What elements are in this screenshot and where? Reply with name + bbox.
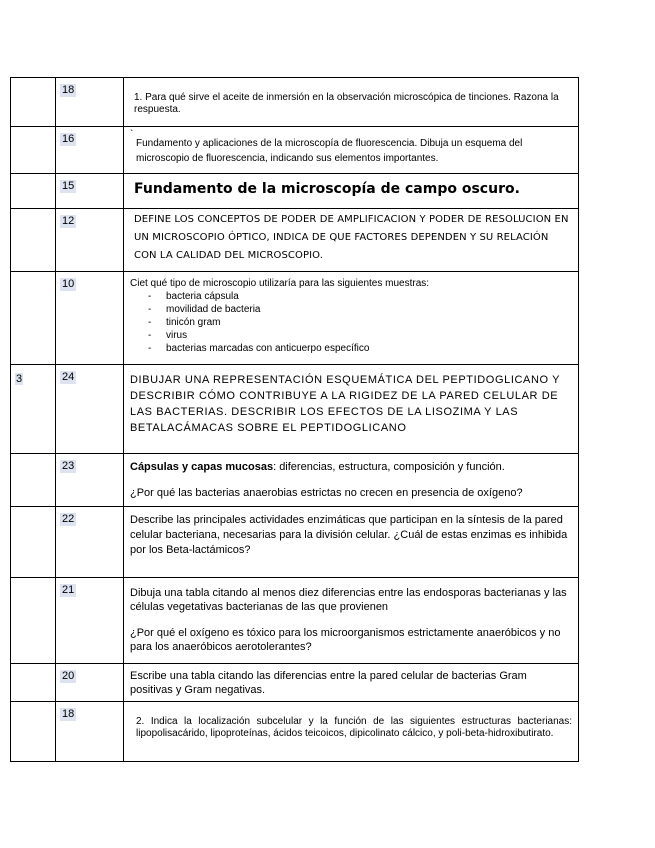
score: 18 bbox=[62, 708, 75, 720]
score-cell bbox=[56, 174, 124, 209]
question-text: Ciet qué tipo de microscopio utilizaría para las siguientes muestras: bbox=[130, 278, 430, 289]
unit-cell bbox=[11, 507, 56, 578]
table-row bbox=[11, 127, 579, 174]
table-row bbox=[11, 507, 579, 578]
question-cell bbox=[124, 272, 579, 365]
score: 16 bbox=[62, 133, 75, 145]
question-cell bbox=[124, 454, 579, 507]
question-cell bbox=[124, 127, 579, 174]
score: 20 bbox=[62, 670, 75, 682]
question-cell bbox=[124, 664, 579, 702]
stray-mark: ` bbox=[130, 129, 134, 140]
unit-cell bbox=[11, 365, 56, 454]
score-cell bbox=[56, 127, 124, 174]
score-cell bbox=[56, 507, 124, 578]
sample-list bbox=[130, 290, 572, 355]
question-text: Escribe una tabla citando las diferencias entre la pared celular de bacterias Gram positivas y Gram negativas. bbox=[130, 670, 527, 696]
score-cell bbox=[56, 78, 124, 127]
score-cell bbox=[56, 272, 124, 365]
table-row bbox=[11, 702, 579, 762]
question-text: Fundamento y aplicaciones de la microscopía de fluorescencia. Dibuja un esquema del microscopio de fluorescencia, indicando sus elementos importantes. bbox=[136, 138, 523, 164]
question-text: Describe las principales actividades enzimáticas que participan en la síntesis de la pared celular bacteriana, necesarias para la división celular. ¿Cuál de estas enzimas es inhibida por los Beta-lactámicos? bbox=[130, 514, 568, 556]
score-cell bbox=[56, 454, 124, 507]
list-item: - movilidad de bacteria bbox=[166, 303, 572, 316]
bold-term: Cápsulas y capas mucosas bbox=[130, 461, 274, 473]
question-cell bbox=[124, 365, 579, 454]
score-cell bbox=[56, 365, 124, 454]
list-item: - bacteria cápsula bbox=[166, 290, 572, 303]
question-cell bbox=[124, 702, 579, 762]
unit-cell bbox=[11, 664, 56, 702]
score: 21 bbox=[62, 584, 75, 596]
score-cell bbox=[56, 664, 124, 702]
list-item: - bacterias marcadas con anticuerpo específico bbox=[166, 342, 572, 355]
score: 18 bbox=[62, 84, 75, 96]
score: 15 bbox=[62, 180, 75, 192]
unit-cell bbox=[11, 272, 56, 365]
question-cell bbox=[124, 209, 579, 272]
question-cell bbox=[124, 507, 579, 578]
table-row bbox=[11, 578, 579, 664]
unit-cell bbox=[11, 578, 56, 664]
question-text: Dibuja una tabla citando al menos diez diferencias entre las endosporas bacterianas y las células vegetativas bacterianas de las que provienen bbox=[130, 587, 567, 613]
table-row bbox=[11, 209, 579, 272]
question-text: DIBUJAR UNA REPRESENTACIÓN ESQUEMÁTICA DEL PEPTIDOGLICANO Y DESCRIBIR CÓMO CONTRIBUYE A LA RIGIDEZ DE LA PARED CELULAR DE LAS BACTERIAS. DESCRIBIR LOS EFECTOS DE LA LISOZIMA Y LAS BETALACÁMACAS SOBRE EL PEPTIDOGLICANO bbox=[130, 374, 560, 434]
unit-cell bbox=[11, 78, 56, 127]
unit-cell bbox=[11, 174, 56, 209]
score: 22 bbox=[62, 513, 75, 525]
unit-cell bbox=[11, 702, 56, 762]
score-cell bbox=[56, 209, 124, 272]
list-item: - tinicón gram bbox=[166, 316, 572, 329]
score: 24 bbox=[62, 371, 75, 383]
score-cell bbox=[56, 578, 124, 664]
question-cell bbox=[124, 78, 579, 127]
table-row bbox=[11, 454, 579, 507]
table-row bbox=[11, 365, 579, 454]
unit-cell bbox=[11, 209, 56, 272]
question-text: Cápsulas y capas mucosas: diferencias, estructura, composición y función. bbox=[130, 461, 505, 473]
question-text-2: ¿Por qué el oxígeno es tóxico para los microorganismos estrictamente anaeróbicos y no para los anaeróbicos aerotolerantes? bbox=[130, 627, 561, 653]
question-text: 1. Para qué sirve el aceite de inmersión en la observación microscópica de tinciones. Razona la respuesta. bbox=[134, 92, 559, 115]
score-cell bbox=[56, 702, 124, 762]
question-text-2: ¿Por qué las bacterias anaerobias estrictas no crecen en presencia de oxígeno? bbox=[130, 487, 523, 499]
score: 23 bbox=[62, 460, 75, 472]
list-item: - virus bbox=[166, 329, 572, 342]
question-cell bbox=[124, 578, 579, 664]
question-text: Fundamento de la microscopía de campo oscuro. bbox=[134, 181, 520, 197]
question-cell bbox=[124, 174, 579, 209]
unit-cell bbox=[11, 454, 56, 507]
table-row bbox=[11, 272, 579, 365]
table-row bbox=[11, 78, 579, 127]
question-text: DEFINE LOS CONCEPTOS DE PODER DE AMPLIFICACION Y PODER DE RESOLUCION EN UN MICROSCOPIO ÓPTICO, INDICA DE QUE FACTORES DEPENDEN Y SU RELACIÓN CON LA CALIDAD DEL MICROSCOPIO. bbox=[134, 214, 569, 261]
unit-number: 3 bbox=[16, 373, 23, 385]
score: 10 bbox=[62, 278, 75, 290]
questions-table bbox=[10, 77, 579, 762]
unit-cell bbox=[11, 127, 56, 174]
score: 12 bbox=[62, 215, 75, 227]
table-row bbox=[11, 664, 579, 702]
question-text: 2. Indica la localización subcelular y la función de las siguientes estructuras bacterianas: lipopolisacárido, lipoproteínas, ácidos teicoicos, dipicolinato cálcico, y poli-beta-hidroxibutirato. bbox=[136, 716, 572, 739]
table-row bbox=[11, 174, 579, 209]
